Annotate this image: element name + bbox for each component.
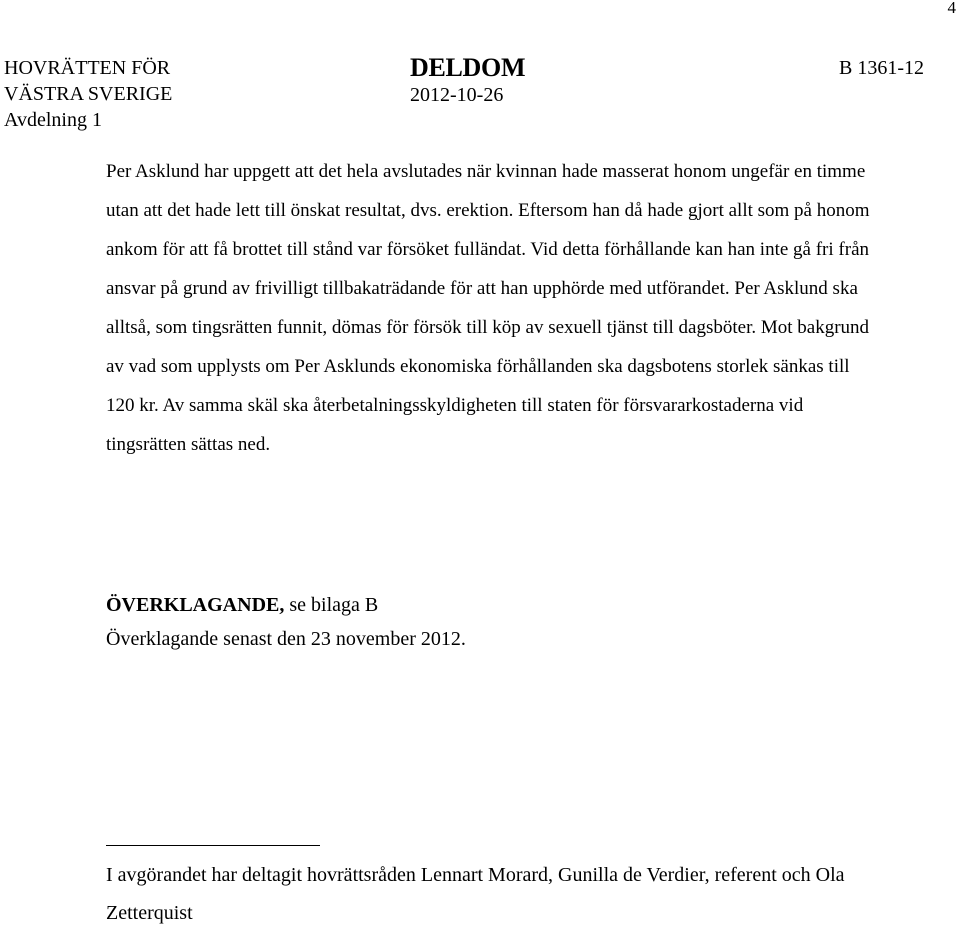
case-number: B 1361-12 [839, 57, 924, 79]
judgment-paragraph: Per Asklund har uppgett att det hela avslutades när kvinnan hade masserat honom ungefär en timme utan att det hade lett till önskat resultat, dvs. erektion. Eftersom han då hade gjort allt som på honom ankom för att få brottet till stånd var försöket fulländat. Vid detta förhållande kan han inte gå fri från ansvar på grund av frivilligt tillbakaträdande för att han upphörde med utförandet. Per Asklund ska alltså, som tingsrätten funnit, dömas för försök till köp av sexuell tjänst till dagsböter. Mot bakgrund av vad som upplysts om Per Asklunds ekonomiska förhållanden ska dagsbotens storlek sänkas till 120 kr. Av samma skäl ska återbetalningsskyldigheten till staten för försvararkostaderna vid tingsrätten sättas ned. [106, 161, 870, 455]
court-block [4, 55, 172, 133]
court-name-line-2: VÄSTRA SVERIGE [4, 83, 173, 105]
appeal-attachment-ref: se bilaga B [284, 594, 379, 616]
appeal-deadline: Överklagande senast den 23 november 2012. [106, 628, 466, 650]
doc-type-block [410, 53, 525, 107]
doc-type: DELDOM [410, 53, 526, 82]
doc-date: 2012-10-26 [410, 84, 504, 106]
court-name-line-1: HOVRÄTTEN FÖR [4, 57, 171, 79]
footnote-divider [106, 845, 320, 846]
page-number: 4 [947, 0, 956, 17]
appeal-heading-line [106, 588, 466, 622]
judges-footnote: I avgörandet har deltagit hovrättsråden Lennart Morard, Gunilla de Verdier, referent och Ola Zetterquist [106, 864, 845, 924]
appeal-heading: ÖVERKLAGANDE, [106, 594, 285, 616]
appeal-section [106, 588, 466, 656]
division: Avdelning 1 [4, 109, 102, 131]
